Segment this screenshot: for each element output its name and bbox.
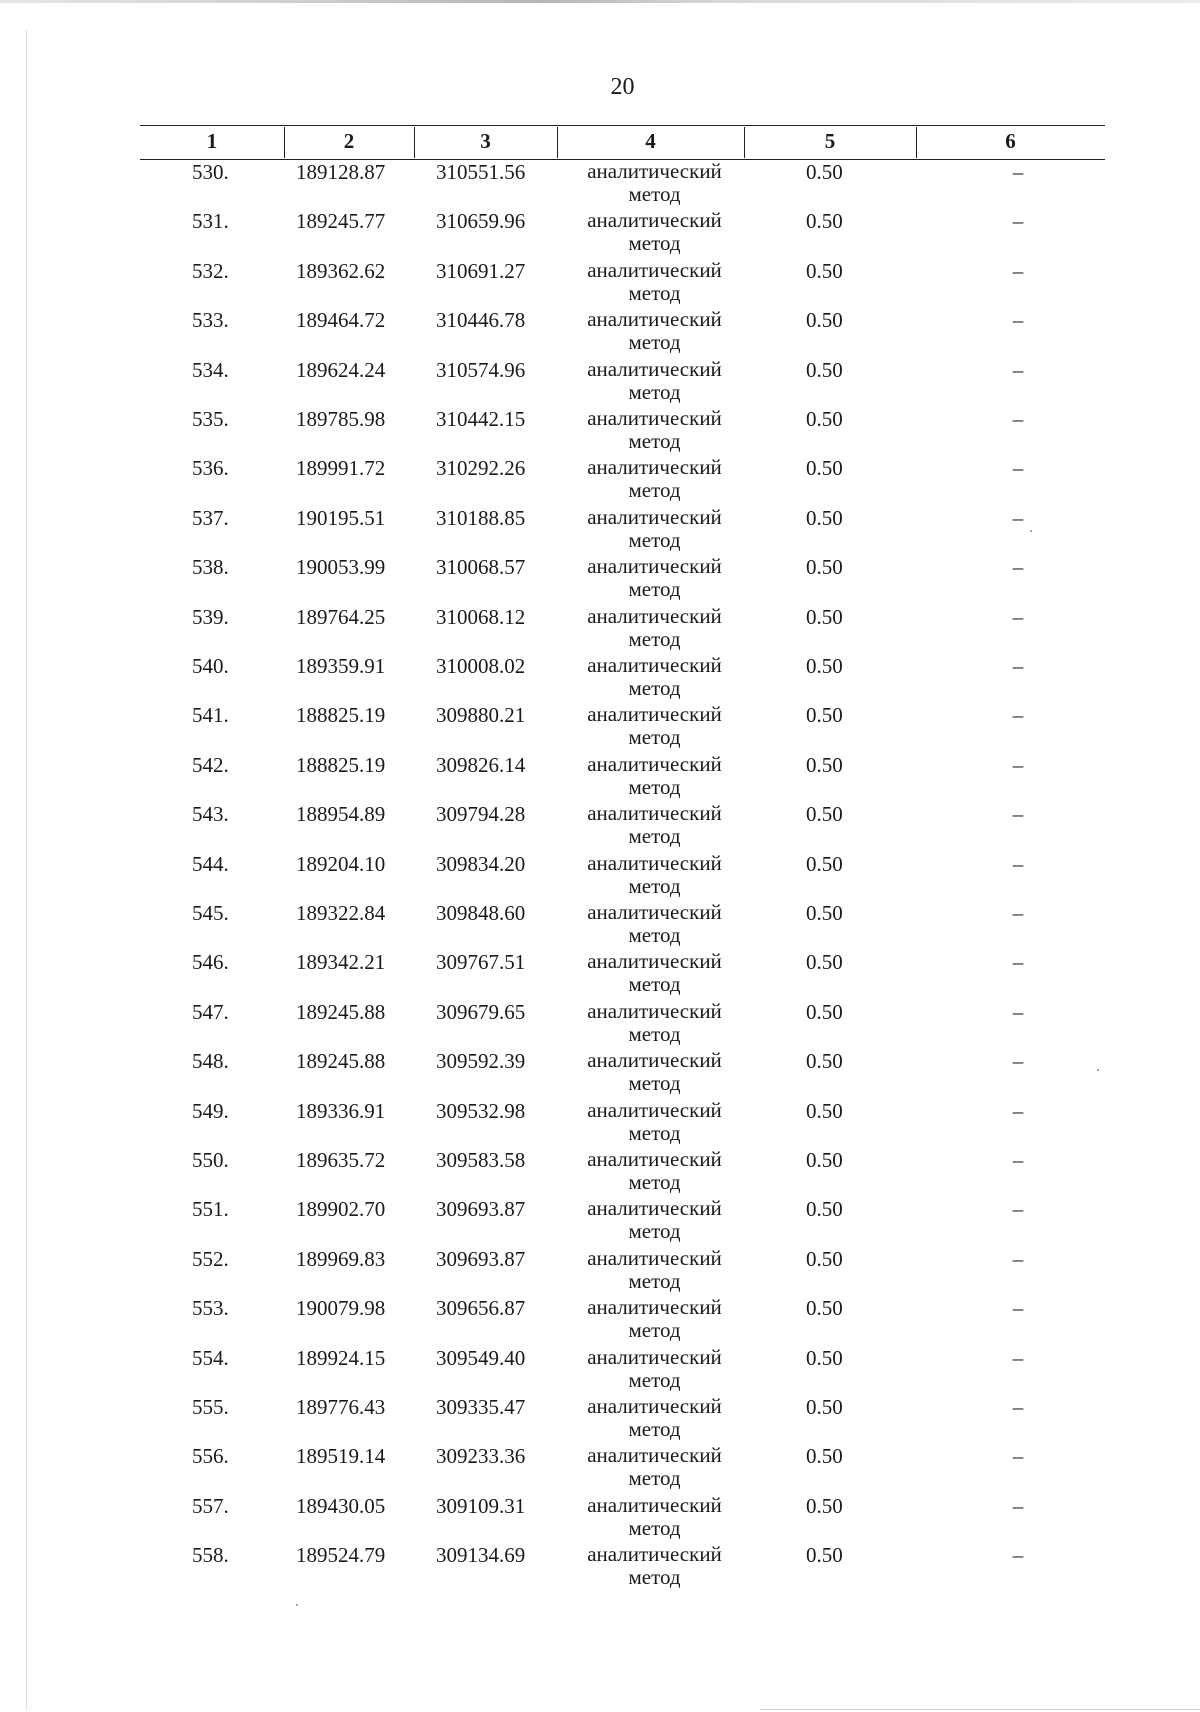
coordinate-x: 189524.79 [296,1543,386,1567]
method-line-1: аналитический [587,208,722,232]
coordinate-x: 190079.98 [296,1296,386,1320]
table-row [0,1148,1200,1197]
point-number: 546. [192,950,229,974]
method-cell [572,506,737,552]
method-line-2: метод [628,1219,681,1243]
column-header: 5 [824,129,836,153]
table-row [0,802,1200,851]
note-dash: – [1012,407,1024,431]
method-cell [572,1395,737,1441]
method-cell [572,1296,737,1342]
accuracy-value: 0.50 [806,259,843,283]
method-cell [572,605,737,651]
method-line-2: метод [628,1565,681,1589]
table-row [0,308,1200,357]
table-row [0,259,1200,308]
note-dash: – [1012,1395,1024,1419]
accuracy-value: 0.50 [806,1296,843,1320]
coordinate-y: 309826.14 [436,753,526,777]
coordinate-y: 309583.58 [436,1148,526,1172]
method-line-1: аналитический [587,406,722,430]
scan-speck [1030,530,1032,532]
method-line-2: метод [628,429,681,453]
note-dash: – [1012,555,1024,579]
table-row [0,1247,1200,1296]
table-row [0,1000,1200,1049]
point-number: 531. [192,209,229,233]
method-cell [572,802,737,848]
method-line-1: аналитический [587,900,722,924]
method-cell [572,654,737,700]
method-line-2: метод [628,380,681,404]
table-row [0,456,1200,505]
scan-speck [296,1604,298,1606]
point-number: 530. [192,160,229,184]
scan-top-edge [0,0,1200,3]
scan-bottom-edge [760,1709,1200,1710]
method-line-2: метод [628,1466,681,1490]
method-cell [572,259,737,305]
coordinate-y: 309532.98 [436,1099,526,1123]
note-dash: – [1012,1197,1024,1221]
method-line-1: аналитический [587,455,722,479]
point-number: 552. [192,1247,229,1271]
coordinate-x: 190053.99 [296,555,386,579]
method-line-1: аналитический [587,1147,722,1171]
method-line-1: аналитический [587,851,722,875]
table-row [0,358,1200,407]
coordinate-x: 189902.70 [296,1197,386,1221]
note-dash: – [1012,1148,1024,1172]
coordinate-y: 309679.65 [436,1000,526,1024]
note-dash: – [1012,1247,1024,1271]
note-dash: – [1012,1049,1024,1073]
coordinate-y: 309848.60 [436,901,526,925]
note-dash: – [1012,950,1024,974]
accuracy-value: 0.50 [806,703,843,727]
point-number: 543. [192,802,229,826]
table-row [0,1444,1200,1493]
coordinate-x: 189991.72 [296,456,386,480]
coordinate-x: 189204.10 [296,852,386,876]
note-dash: – [1012,1099,1024,1123]
coordinate-x: 189336.91 [296,1099,386,1123]
table-row [0,1296,1200,1345]
point-number: 550. [192,1148,229,1172]
method-line-2: метод [628,923,681,947]
method-cell [572,308,737,354]
method-cell [572,358,737,404]
coordinate-x: 189764.25 [296,605,386,629]
coordinate-x: 189785.98 [296,407,386,431]
point-number: 558. [192,1543,229,1567]
point-number: 538. [192,555,229,579]
note-dash: – [1012,456,1024,480]
method-line-1: аналитический [587,1394,722,1418]
note-dash: – [1012,209,1024,233]
method-line-1: аналитический [587,949,722,973]
coordinate-x: 188954.89 [296,802,386,826]
method-cell [572,950,737,996]
note-dash: – [1012,506,1024,530]
method-line-2: метод [628,231,681,255]
accuracy-value: 0.50 [806,901,843,925]
point-number: 555. [192,1395,229,1419]
method-line-2: метод [628,182,681,206]
method-line-1: аналитический [587,702,722,726]
table-row [0,1099,1200,1148]
method-cell [572,1444,737,1490]
coordinate-x: 189245.77 [296,209,386,233]
method-line-2: метод [628,874,681,898]
coordinate-x: 189464.72 [296,308,386,332]
table-row [0,209,1200,258]
point-number: 536. [192,456,229,480]
note-dash: – [1012,259,1024,283]
method-cell [572,753,737,799]
accuracy-value: 0.50 [806,358,843,382]
coordinate-y: 309335.47 [436,1395,526,1419]
method-line-1: аналитический [587,1542,722,1566]
accuracy-value: 0.50 [806,1247,843,1271]
method-line-2: метод [628,1417,681,1441]
column-header: 4 [645,129,656,153]
method-line-2: метод [628,627,681,651]
method-line-1: аналитический [587,307,722,331]
coordinate-x: 189776.43 [296,1395,386,1419]
note-dash: – [1012,1494,1024,1518]
note-dash: – [1012,358,1024,382]
method-cell [572,1148,737,1194]
point-number: 557. [192,1494,229,1518]
table-row [0,703,1200,752]
coordinate-x: 189924.15 [296,1346,386,1370]
note-dash: – [1012,1346,1024,1370]
method-cell [572,1543,737,1589]
method-cell [572,1494,737,1540]
accuracy-value: 0.50 [806,407,843,431]
method-line-2: метод [628,1170,681,1194]
method-line-2: метод [628,1022,681,1046]
note-dash: – [1012,802,1024,826]
point-number: 539. [192,605,229,629]
accuracy-value: 0.50 [806,160,843,184]
note-dash: – [1012,1296,1024,1320]
accuracy-value: 0.50 [806,1543,843,1567]
accuracy-value: 0.50 [806,1494,843,1518]
point-number: 533. [192,308,229,332]
accuracy-value: 0.50 [806,852,843,876]
method-line-1: аналитический [587,1295,722,1319]
method-cell [572,1099,737,1145]
note-dash: – [1012,605,1024,629]
accuracy-value: 0.50 [806,1099,843,1123]
coordinate-y: 309592.39 [436,1049,526,1073]
coordinate-x: 189322.84 [296,901,386,925]
method-line-2: метод [628,676,681,700]
coordinate-x: 189245.88 [296,1049,386,1073]
coordinate-x: 189519.14 [296,1444,386,1468]
point-number: 534. [192,358,229,382]
coordinate-y: 309767.51 [436,950,526,974]
coordinate-x: 189624.24 [296,358,386,382]
table-row [0,506,1200,555]
coordinate-x: 189245.88 [296,1000,386,1024]
method-line-1: аналитический [587,653,722,677]
table-row [0,555,1200,604]
column-header: 2 [343,129,355,153]
method-line-1: аналитический [587,1196,722,1220]
table-row [0,1346,1200,1395]
method-line-1: аналитический [587,1048,722,1072]
method-line-1: аналитический [587,1493,722,1517]
coordinate-y: 310659.96 [436,209,526,233]
point-number: 549. [192,1099,229,1123]
coordinate-y: 310442.15 [436,407,526,431]
coordinate-y: 310551.56 [436,160,526,184]
point-number: 556. [192,1444,229,1468]
header-top-rule [140,125,1105,126]
method-cell [572,209,737,255]
point-number: 532. [192,259,229,283]
method-line-1: аналитический [587,1246,722,1270]
method-line-1: аналитический [587,357,722,381]
accuracy-value: 0.50 [806,1000,843,1024]
method-line-2: метод [628,1121,681,1145]
coordinate-y: 309656.87 [436,1296,526,1320]
coordinate-y: 309134.69 [436,1543,526,1567]
method-line-2: метод [628,528,681,552]
method-line-2: метод [628,1516,681,1540]
method-line-2: метод [628,725,681,749]
note-dash: – [1012,308,1024,332]
method-cell [572,852,737,898]
method-line-1: аналитический [587,999,722,1023]
method-line-2: метод [628,775,681,799]
accuracy-value: 0.50 [806,1346,843,1370]
column-header: 6 [1005,129,1016,153]
table-row [0,1543,1200,1592]
note-dash: – [1012,852,1024,876]
point-number: 547. [192,1000,229,1024]
note-dash: – [1012,654,1024,678]
accuracy-value: 0.50 [806,654,843,678]
method-line-1: аналитический [587,1098,722,1122]
method-line-1: аналитический [587,1443,722,1467]
point-number: 542. [192,753,229,777]
method-line-1: аналитический [587,1345,722,1369]
method-line-1: аналитический [587,752,722,776]
method-line-2: метод [628,1318,681,1342]
method-cell [572,703,737,749]
method-line-2: метод [628,972,681,996]
coordinate-y: 309233.36 [436,1444,526,1468]
method-line-1: аналитический [587,505,722,529]
accuracy-value: 0.50 [806,753,843,777]
note-dash: – [1012,753,1024,777]
accuracy-value: 0.50 [806,456,843,480]
accuracy-value: 0.50 [806,1395,843,1419]
method-line-2: метод [628,577,681,601]
method-cell [572,1346,737,1392]
coordinate-x: 189128.87 [296,160,386,184]
accuracy-value: 0.50 [806,555,843,579]
table-row [0,1494,1200,1543]
method-cell [572,456,737,502]
note-dash: – [1012,1000,1024,1024]
accuracy-value: 0.50 [806,209,843,233]
coordinate-x: 188825.19 [296,753,386,777]
coordinate-y: 309880.21 [436,703,526,727]
coordinate-y: 310446.78 [436,308,526,332]
accuracy-value: 0.50 [806,950,843,974]
method-cell [572,1247,737,1293]
method-line-2: метод [628,1368,681,1392]
coordinate-x: 189362.62 [296,259,386,283]
method-line-2: метод [628,330,681,354]
method-cell [572,901,737,947]
scan-speck [1097,1069,1099,1071]
method-line-1: аналитический [587,801,722,825]
method-cell [572,407,737,453]
point-number: 545. [192,901,229,925]
coordinate-y: 309109.31 [436,1494,526,1518]
method-line-2: метод [628,1269,681,1293]
note-dash: – [1012,901,1024,925]
point-number: 553. [192,1296,229,1320]
point-number: 544. [192,852,229,876]
coordinate-x: 188825.19 [296,703,386,727]
coordinate-x: 189430.05 [296,1494,386,1518]
method-line-1: аналитический [587,258,722,282]
column-header: 1 [206,129,218,153]
coordinate-y: 310691.27 [436,259,526,283]
table-row [0,1049,1200,1098]
coordinate-y: 310188.85 [436,506,526,530]
method-cell [572,1197,737,1243]
method-line-2: метод [628,824,681,848]
table-row [0,1197,1200,1246]
accuracy-value: 0.50 [806,1148,843,1172]
coordinate-y: 309693.87 [436,1247,526,1271]
note-dash: – [1012,160,1024,184]
table-row [0,605,1200,654]
method-cell [572,1049,737,1095]
coordinate-y: 310008.02 [436,654,526,678]
table-row [0,901,1200,950]
table-row [0,753,1200,802]
method-cell [572,1000,737,1046]
accuracy-value: 0.50 [806,605,843,629]
coordinate-y: 310574.96 [436,358,526,382]
table-row [0,852,1200,901]
coordinate-x: 189359.91 [296,654,386,678]
accuracy-value: 0.50 [806,1197,843,1221]
method-cell [572,160,737,206]
point-number: 541. [192,703,229,727]
method-cell [572,555,737,601]
column-header: 3 [480,129,491,153]
table-row [0,1395,1200,1444]
coordinate-x: 189342.21 [296,950,386,974]
note-dash: – [1012,1444,1024,1468]
coordinate-x: 190195.51 [296,506,386,530]
note-dash: – [1012,703,1024,727]
method-line-1: аналитический [587,604,722,628]
note-dash: – [1012,1543,1024,1567]
coordinate-y: 309834.20 [436,852,526,876]
method-line-2: метод [628,281,681,305]
method-line-1: аналитический [587,159,722,183]
accuracy-value: 0.50 [806,802,843,826]
coordinate-y: 310068.57 [436,555,526,579]
point-number: 548. [192,1049,229,1073]
accuracy-value: 0.50 [806,1049,843,1073]
coordinate-y: 309794.28 [436,802,526,826]
coordinate-y: 309549.40 [436,1346,526,1370]
page-number: 20 [610,74,635,100]
coordinate-y: 309693.87 [436,1197,526,1221]
point-number: 535. [192,407,229,431]
coordinate-x: 189635.72 [296,1148,386,1172]
coordinate-y: 310068.12 [436,605,526,629]
accuracy-value: 0.50 [806,308,843,332]
point-number: 540. [192,654,229,678]
table-row [0,160,1200,209]
method-line-2: метод [628,478,681,502]
table-row [0,654,1200,703]
accuracy-value: 0.50 [806,1444,843,1468]
point-number: 551. [192,1197,229,1221]
point-number: 554. [192,1346,229,1370]
coordinate-x: 189969.83 [296,1247,386,1271]
point-number: 537. [192,506,229,530]
table-row [0,950,1200,999]
accuracy-value: 0.50 [806,506,843,530]
coordinate-y: 310292.26 [436,456,526,480]
table-row [0,407,1200,456]
method-line-1: аналитический [587,554,722,578]
method-line-2: метод [628,1071,681,1095]
